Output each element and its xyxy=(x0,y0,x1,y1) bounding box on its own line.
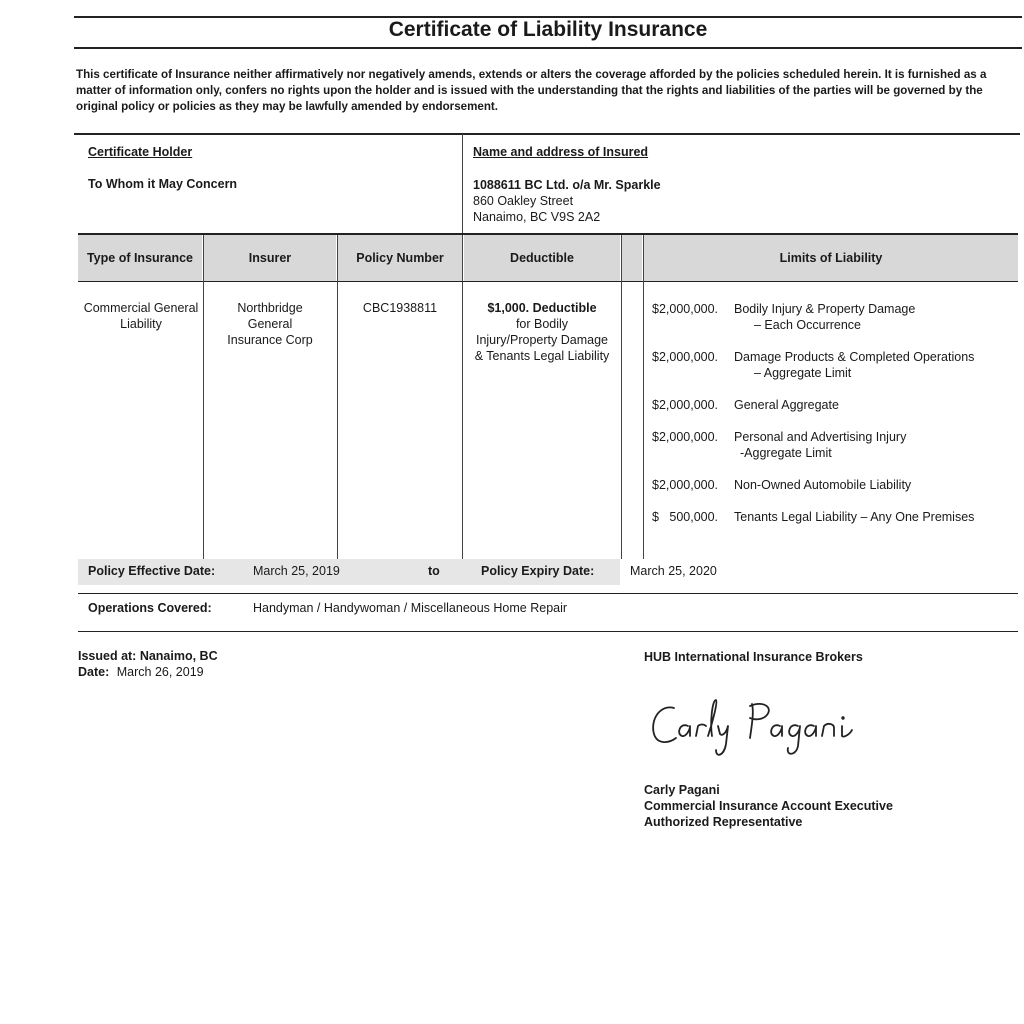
limit-amount: $2,000,000. xyxy=(652,430,719,444)
limit-description xyxy=(734,429,1024,461)
issued-date-value: March 26, 2019 xyxy=(116,665,204,679)
limit-amount: $2,000,000. xyxy=(652,350,719,364)
cell-insurer: Northbridge General Insurance Corp xyxy=(227,301,313,347)
limit-description-line1: Damage Products & Completed Operations xyxy=(734,350,975,364)
signature-image xyxy=(646,694,886,774)
deductible-amount: $1,000. Deductible xyxy=(487,301,597,315)
holder-insured-divider xyxy=(462,134,463,560)
limit-amount: $ 500,000. xyxy=(652,510,719,524)
effective-date-value: March 25, 2019 xyxy=(253,564,340,578)
limit-description xyxy=(734,397,1024,413)
cell-type-of-insurance: Commercial General Liability xyxy=(83,301,199,331)
issued-date-label: Date: xyxy=(78,665,110,679)
limit-description-line1: Bodily Injury & Property Damage xyxy=(734,302,916,316)
operations-covered-value: Handyman / Handywoman / Miscellaneous Home Repair xyxy=(253,601,568,615)
limit-description-line2: – Aggregate Limit xyxy=(754,366,852,380)
limit-row xyxy=(652,509,1024,525)
title-underline xyxy=(74,47,1022,49)
limit-amount: $2,000,000. xyxy=(652,302,719,316)
table-header-bottom-rule xyxy=(78,281,1018,282)
broker-name: HUB International Insurance Brokers xyxy=(644,650,863,664)
col-divider-5 xyxy=(643,235,644,559)
deductible-description: for Bodily Injury/Property Damage & Tenants Legal Liability xyxy=(474,317,610,363)
limit-description-line2: – Each Occurrence xyxy=(754,318,861,332)
certificate-holder-name: To Whom it May Concern xyxy=(88,177,238,191)
limit-row xyxy=(652,301,1024,333)
certificate-holder-label: Certificate Holder xyxy=(88,145,193,159)
insured-name: 1088611 BC Ltd. o/a Mr. Sparkle xyxy=(473,178,661,192)
header-spacer xyxy=(622,235,642,281)
limit-row xyxy=(652,349,1024,381)
limit-description-line1: Tenants Legal Liability – Any One Premises xyxy=(734,510,975,524)
limit-description xyxy=(734,349,1024,381)
signer-title: Commercial Insurance Account Executive xyxy=(644,799,893,813)
limit-amount: $2,000,000. xyxy=(652,398,719,412)
col-divider-1 xyxy=(203,235,204,559)
col-divider-4 xyxy=(621,235,622,559)
issued-date xyxy=(78,664,204,680)
limit-description xyxy=(734,509,1024,525)
disclaimer-text: This certificate of Insurance neither affirmatively nor negatively amends, extends or alters the coverage afforded by the policies scheduled herein. It is furnished as a matter of information only, confers no rights upon the holder and is issued with the understanding that the rights and liabilities of the parties will be governed by the original policy or policies as they may be lawfully amended by endorsement. xyxy=(76,68,987,113)
insured-address-line1: 860 Oakley Street xyxy=(473,194,574,208)
issued-at: Issued at: Nanaimo, BC xyxy=(78,649,218,663)
date-range-to: to xyxy=(428,564,440,578)
limit-amount: $2,000,000. xyxy=(652,478,719,492)
header-limits-of-liability: Limits of Liability xyxy=(644,235,1018,281)
limit-description-line2: -Aggregate Limit xyxy=(740,446,832,460)
col-divider-2 xyxy=(337,235,338,559)
header-insurer: Insurer xyxy=(204,235,336,281)
section-top-rule xyxy=(74,133,1020,135)
signer-name: Carly Pagani xyxy=(644,783,720,797)
limit-description-line1: Personal and Advertising Injury xyxy=(734,430,907,444)
effective-date-label: Policy Effective Date: xyxy=(88,564,216,578)
cell-deductible xyxy=(474,300,610,364)
dates-bottom-rule xyxy=(78,593,1018,594)
limit-description xyxy=(734,477,1024,493)
insured-label: Name and address of Insured xyxy=(473,145,649,159)
expiry-date-value: March 25, 2020 xyxy=(630,564,717,578)
limit-description-line1: General Aggregate xyxy=(734,398,839,412)
header-deductible: Deductible xyxy=(464,235,620,281)
operations-bottom-rule xyxy=(78,631,1018,632)
insured-address-line2: Nanaimo, BC V9S 2A2 xyxy=(473,210,601,224)
limit-row xyxy=(652,477,1024,493)
limit-row xyxy=(652,429,1024,461)
operations-covered-label: Operations Covered: xyxy=(88,601,212,615)
expiry-date-label: Policy Expiry Date: xyxy=(481,564,595,578)
page-title: Certificate of Liability Insurance xyxy=(388,18,708,41)
signer-role: Authorized Representative xyxy=(644,815,803,829)
header-type-of-insurance: Type of Insurance xyxy=(78,235,202,281)
limit-description-line1: Non-Owned Automobile Liability xyxy=(734,478,912,492)
header-policy-number: Policy Number xyxy=(338,235,462,281)
cell-policy-number: CBC1938811 xyxy=(362,301,438,315)
limit-description xyxy=(734,301,1024,333)
limit-row xyxy=(652,397,1024,413)
